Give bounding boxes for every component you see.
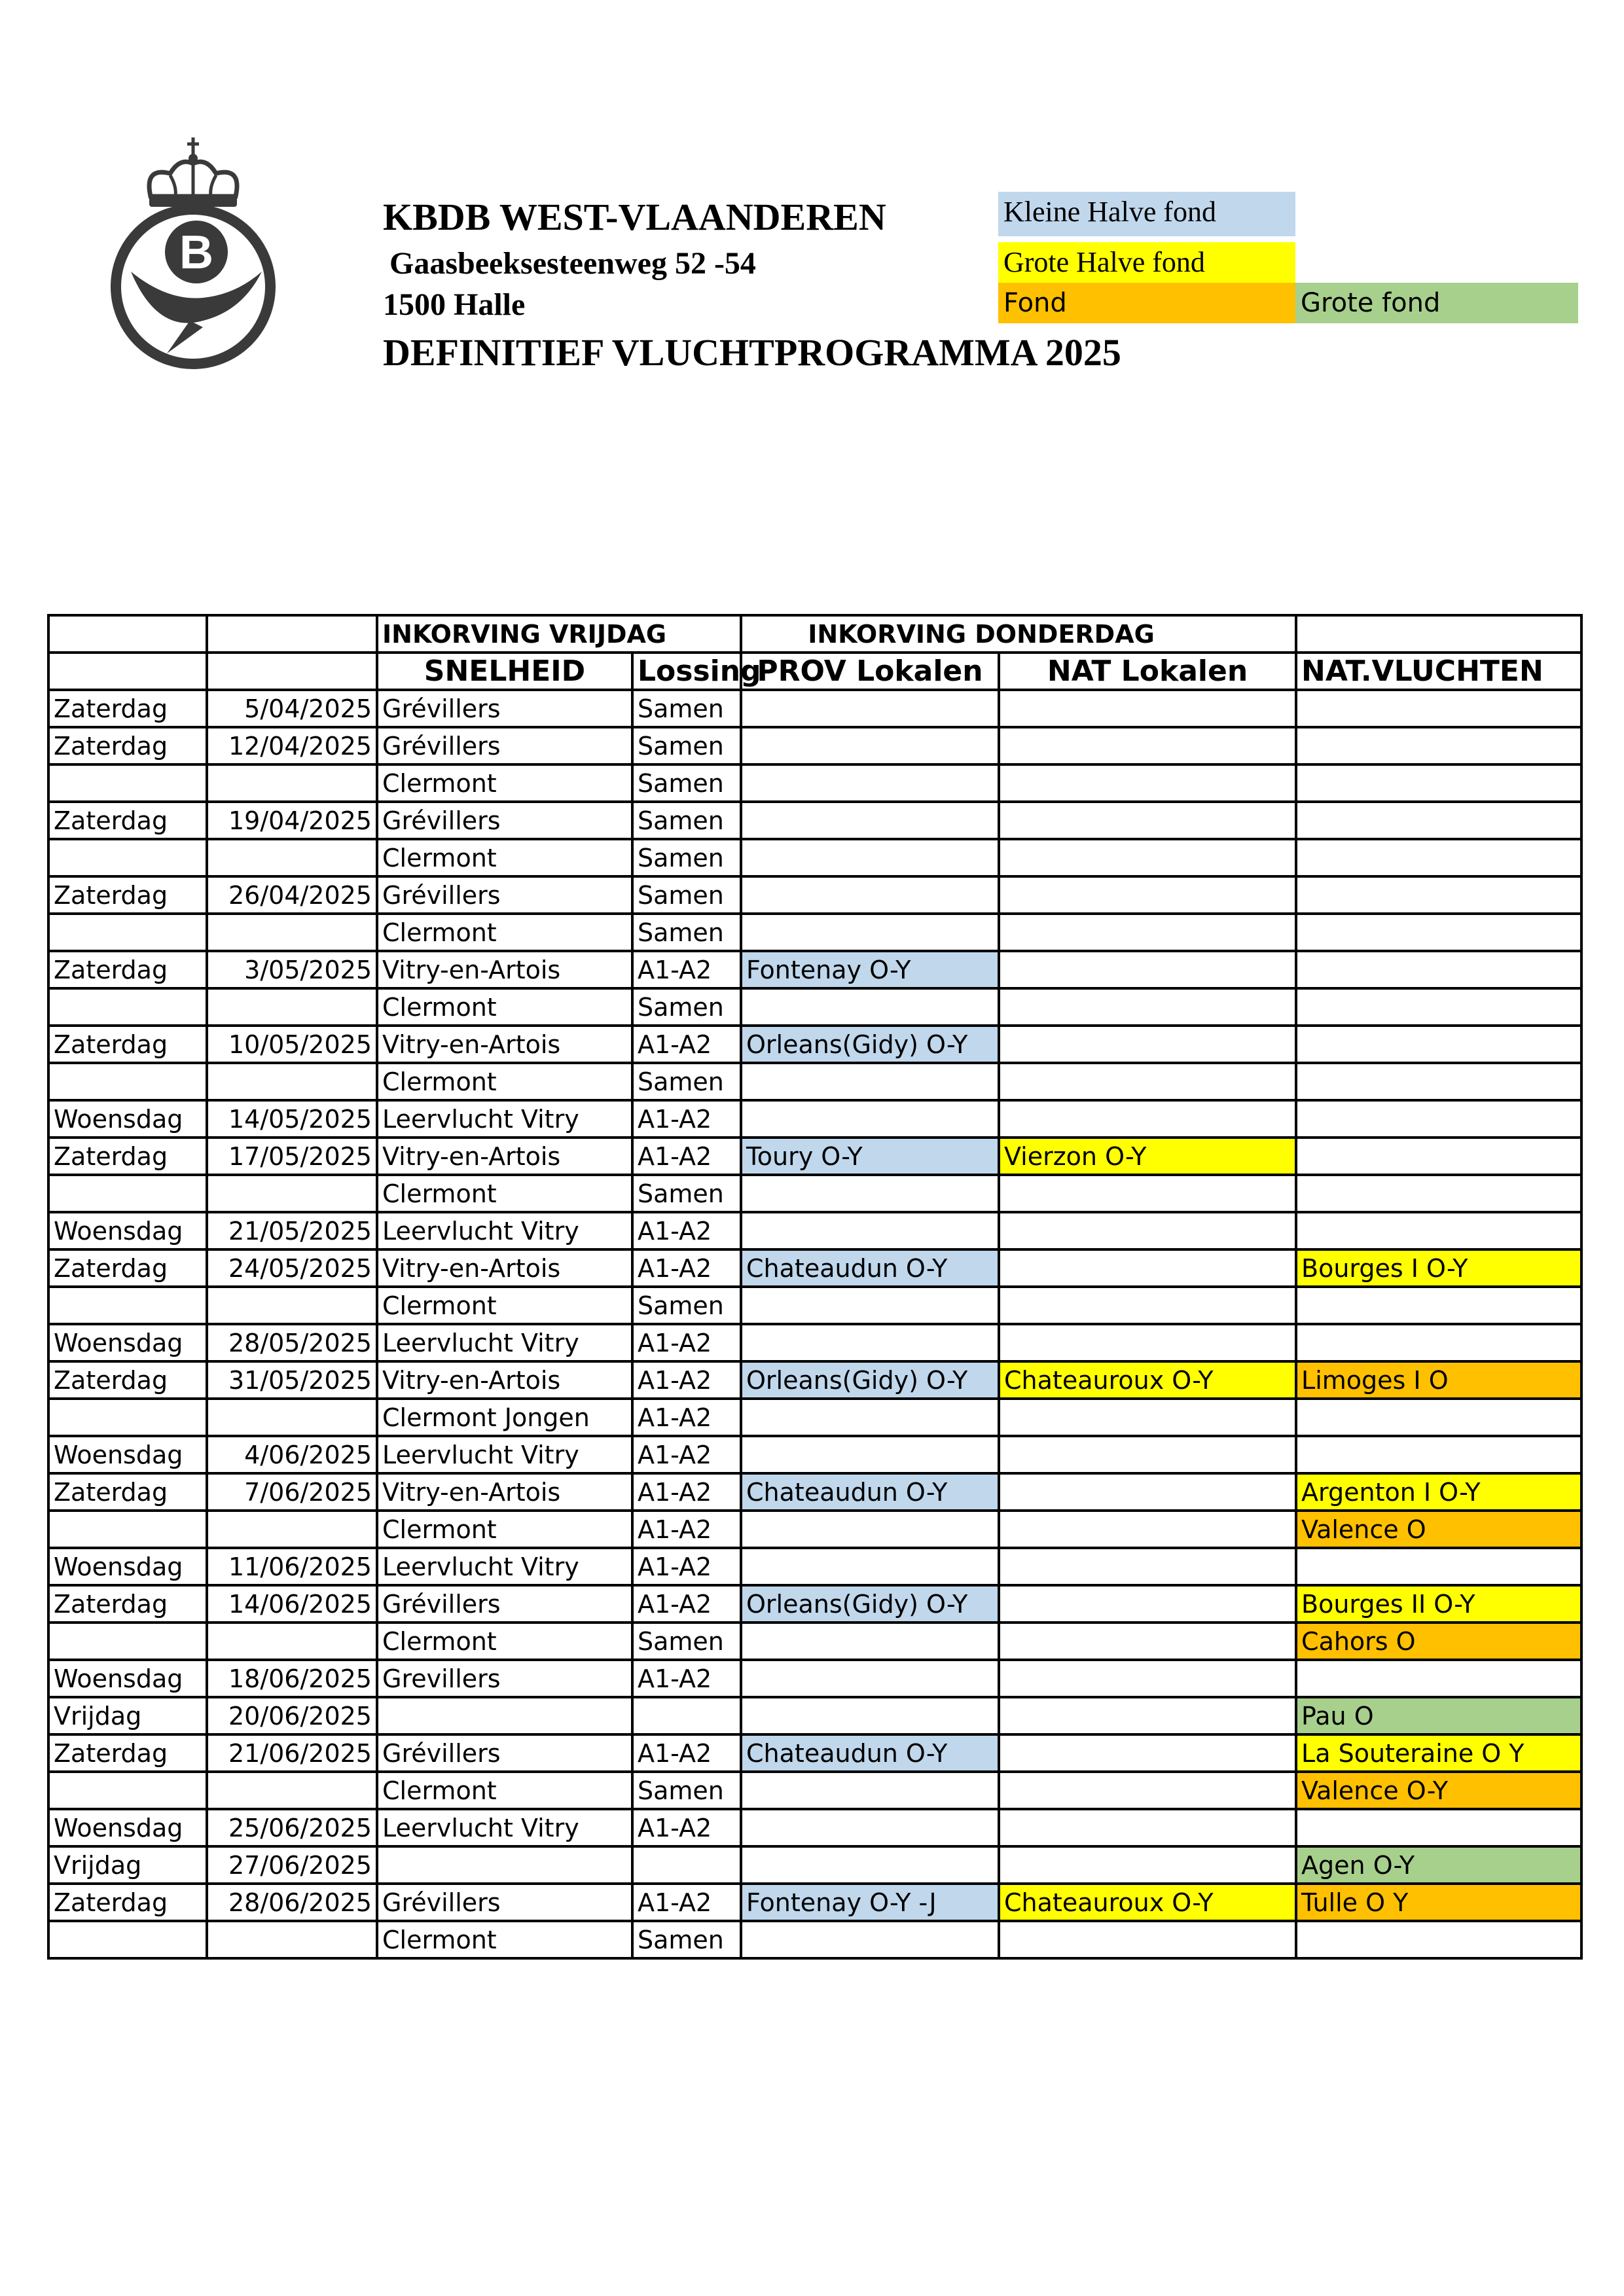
- cell-date: 28/05/2025: [207, 1324, 377, 1361]
- table-row: [48, 1324, 1581, 1361]
- legend-grote-halve-fond: Grote Halve fond: [998, 242, 1295, 283]
- cell-day: Zaterdag: [48, 1473, 207, 1511]
- cell-nat-vluchten: Cahors O: [1296, 1623, 1581, 1660]
- cell-nat-vluchten: [1296, 1212, 1581, 1249]
- table-row: [48, 802, 1581, 839]
- cell-nat-vluchten: Bourges II O-Y: [1296, 1585, 1581, 1623]
- cell-lossing: Samen: [632, 1921, 741, 1958]
- cell-day: [48, 764, 207, 802]
- cell-nat-lokalen: [999, 988, 1296, 1026]
- legend-grote-fond: Grote fond: [1295, 283, 1578, 323]
- table-row: [48, 1921, 1581, 1958]
- table-row: [48, 1249, 1581, 1287]
- table-row: [48, 690, 1581, 727]
- table-row: [48, 1026, 1581, 1063]
- table-row: [48, 1212, 1581, 1249]
- cell-day: Woensdag: [48, 1212, 207, 1249]
- cell-snelheid: Clermont: [377, 1063, 632, 1100]
- cell-snelheid: Clermont: [377, 914, 632, 951]
- cell-lossing: Samen: [632, 727, 741, 764]
- org-city: 1500 Halle: [383, 287, 526, 322]
- cell-nat-vluchten: Argenton I O-Y: [1296, 1473, 1581, 1511]
- table-row: [48, 1361, 1581, 1399]
- cell-lossing: Samen: [632, 1772, 741, 1809]
- cell-prov-lokalen: [741, 802, 999, 839]
- cell-date: 4/06/2025: [207, 1436, 377, 1473]
- cell-nat-vluchten: [1296, 802, 1581, 839]
- table-row: [48, 839, 1581, 876]
- table-row: [48, 1399, 1581, 1436]
- cell-nat-lokalen: [999, 914, 1296, 951]
- table-row: [48, 988, 1581, 1026]
- cell-nat-vluchten: [1296, 1921, 1581, 1958]
- table-row: [48, 1697, 1581, 1734]
- cell-date: 17/05/2025: [207, 1138, 377, 1175]
- org-name: KBDB WEST-VLAANDEREN: [383, 196, 886, 238]
- cell-prov-lokalen: [741, 1697, 999, 1734]
- cell-date: [207, 914, 377, 951]
- cell-nat-vluchten: [1296, 1399, 1581, 1436]
- cell-prov-lokalen: Toury O-Y: [741, 1138, 999, 1175]
- cell-nat-vluchten: Bourges I O-Y: [1296, 1249, 1581, 1287]
- cell-date: 28/06/2025: [207, 1884, 377, 1921]
- cell-prov-lokalen: [741, 1660, 999, 1697]
- kbdb-logo: [105, 137, 281, 367]
- cell-date: [207, 839, 377, 876]
- cell-date: 5/04/2025: [207, 690, 377, 727]
- cell-prov-lokalen: Orleans(Gidy) O-Y: [741, 1361, 999, 1399]
- cell-day: [48, 1623, 207, 1660]
- table-row: [48, 1623, 1581, 1660]
- cell-lossing: A1-A2: [632, 1809, 741, 1846]
- cell-prov-lokalen: [741, 690, 999, 727]
- cell-lossing: [632, 1846, 741, 1884]
- cell-day: [48, 1511, 207, 1548]
- header-prov-lokalen: PROV Lokalen: [741, 653, 999, 690]
- cell-snelheid: Grévillers: [377, 876, 632, 914]
- header-inkorving-vrijdag: INKORVING VRIJDAG: [377, 615, 741, 653]
- cell-lossing: A1-A2: [632, 1212, 741, 1249]
- cell-day: [48, 1399, 207, 1436]
- cell-date: 24/05/2025: [207, 1249, 377, 1287]
- cell-nat-lokalen: [999, 1846, 1296, 1884]
- cell-day: Zaterdag: [48, 1585, 207, 1623]
- cell-prov-lokalen: [741, 1921, 999, 1958]
- cell-date: 14/05/2025: [207, 1100, 377, 1138]
- cell-date: 19/04/2025: [207, 802, 377, 839]
- table-row: [48, 1660, 1581, 1697]
- cell-lossing: Samen: [632, 1623, 741, 1660]
- cell-nat-lokalen: [999, 1697, 1296, 1734]
- cell-prov-lokalen: [741, 727, 999, 764]
- cell-nat-vluchten: [1296, 951, 1581, 988]
- cell-date: 11/06/2025: [207, 1548, 377, 1585]
- cell-nat-lokalen: [999, 690, 1296, 727]
- cell-nat-vluchten: [1296, 1436, 1581, 1473]
- cell-day: Zaterdag: [48, 1249, 207, 1287]
- cell-snelheid: Clermont: [377, 1175, 632, 1212]
- cell-prov-lokalen: [741, 988, 999, 1026]
- svg-text:B: B: [179, 226, 213, 279]
- cell-nat-lokalen: [999, 1623, 1296, 1660]
- header-nat-vluchten: NAT.VLUCHTEN: [1296, 653, 1581, 690]
- cell-snelheid: Leervlucht Vitry: [377, 1548, 632, 1585]
- cell-snelheid: Leervlucht Vitry: [377, 1809, 632, 1846]
- cell-nat-vluchten: [1296, 1548, 1581, 1585]
- cell-snelheid: Vitry-en-Artois: [377, 1026, 632, 1063]
- cell-day: Woensdag: [48, 1100, 207, 1138]
- cell-date: [207, 1623, 377, 1660]
- cell-snelheid: Clermont Jongen: [377, 1399, 632, 1436]
- cell-date: 3/05/2025: [207, 951, 377, 988]
- cell-nat-vluchten: Valence O: [1296, 1511, 1581, 1548]
- cell-day: [48, 1175, 207, 1212]
- cell-date: 21/05/2025: [207, 1212, 377, 1249]
- cell-snelheid: Grévillers: [377, 727, 632, 764]
- cell-lossing: A1-A2: [632, 1249, 741, 1287]
- cell-snelheid: Vitry-en-Artois: [377, 1138, 632, 1175]
- cell-lossing: Samen: [632, 988, 741, 1026]
- cell-prov-lokalen: [741, 1063, 999, 1100]
- cell-snelheid: Grévillers: [377, 802, 632, 839]
- cell-prov-lokalen: [741, 764, 999, 802]
- cell-prov-lokalen: Fontenay O-Y -J: [741, 1884, 999, 1921]
- header-inkorving-donderdag: INKORVING DONDERDAG: [741, 615, 1296, 653]
- header-snelheid: SNELHEID: [377, 653, 632, 690]
- cell-lossing: A1-A2: [632, 1436, 741, 1473]
- header-cell: [48, 615, 207, 653]
- table-row: [48, 1473, 1581, 1511]
- cell-lossing: Samen: [632, 839, 741, 876]
- cell-lossing: A1-A2: [632, 1324, 741, 1361]
- cell-date: 21/06/2025: [207, 1734, 377, 1772]
- cell-nat-vluchten: La Souteraine O Y: [1296, 1734, 1581, 1772]
- cell-snelheid: Clermont: [377, 1511, 632, 1548]
- cell-prov-lokalen: [741, 1436, 999, 1473]
- cell-nat-lokalen: [999, 1921, 1296, 1958]
- cell-prov-lokalen: [741, 876, 999, 914]
- cell-snelheid: Leervlucht Vitry: [377, 1212, 632, 1249]
- cell-date: [207, 1175, 377, 1212]
- cell-snelheid: Vitry-en-Artois: [377, 1473, 632, 1511]
- cell-nat-vluchten: [1296, 690, 1581, 727]
- cell-nat-lokalen: [999, 1249, 1296, 1287]
- cell-lossing: [632, 1697, 741, 1734]
- cell-snelheid: [377, 1697, 632, 1734]
- cell-nat-vluchten: [1296, 914, 1581, 951]
- cell-date: 14/06/2025: [207, 1585, 377, 1623]
- cell-nat-lokalen: [999, 1660, 1296, 1697]
- cell-prov-lokalen: Chateaudun O-Y: [741, 1473, 999, 1511]
- table-row: [48, 1772, 1581, 1809]
- cell-lossing: Samen: [632, 876, 741, 914]
- table-row: [48, 1436, 1581, 1473]
- cell-snelheid: Grévillers: [377, 1734, 632, 1772]
- cell-nat-lokalen: [999, 1100, 1296, 1138]
- table-row: [48, 1100, 1581, 1138]
- cell-nat-vluchten: [1296, 1063, 1581, 1100]
- cell-prov-lokalen: [741, 839, 999, 876]
- cell-lossing: A1-A2: [632, 1399, 741, 1436]
- cell-prov-lokalen: [741, 1623, 999, 1660]
- table-row: [48, 1175, 1581, 1212]
- cell-snelheid: Clermont: [377, 988, 632, 1026]
- cell-lossing: A1-A2: [632, 1361, 741, 1399]
- cell-nat-vluchten: [1296, 876, 1581, 914]
- cell-lossing: A1-A2: [632, 1585, 741, 1623]
- cell-nat-lokalen: [999, 1734, 1296, 1772]
- cell-day: Zaterdag: [48, 1138, 207, 1175]
- cell-prov-lokalen: [741, 1511, 999, 1548]
- cell-snelheid: Clermont: [377, 1287, 632, 1324]
- cell-lossing: Samen: [632, 1063, 741, 1100]
- header-cell: [207, 615, 377, 653]
- cell-snelheid: Clermont: [377, 1921, 632, 1958]
- cell-day: Woensdag: [48, 1324, 207, 1361]
- cell-snelheid: Leervlucht Vitry: [377, 1436, 632, 1473]
- cell-snelheid: Vitry-en-Artois: [377, 1361, 632, 1399]
- cell-prov-lokalen: [741, 1846, 999, 1884]
- cell-date: [207, 1063, 377, 1100]
- cell-day: [48, 1063, 207, 1100]
- cell-lossing: Samen: [632, 1287, 741, 1324]
- cell-nat-vluchten: [1296, 727, 1581, 764]
- cell-lossing: A1-A2: [632, 951, 741, 988]
- table-row: [48, 876, 1581, 914]
- cell-day: Zaterdag: [48, 1734, 207, 1772]
- cell-nat-vluchten: [1296, 1287, 1581, 1324]
- cell-date: [207, 1772, 377, 1809]
- page-title: DEFINITIEF VLUCHTPROGRAMMA 2025: [383, 331, 1121, 374]
- cell-day: Zaterdag: [48, 690, 207, 727]
- table-row: [48, 1548, 1581, 1585]
- flight-program-table: [47, 614, 1583, 1960]
- cell-day: Zaterdag: [48, 1361, 207, 1399]
- table-row: [48, 1287, 1581, 1324]
- cell-nat-vluchten: [1296, 1324, 1581, 1361]
- org-street: Gaasbeeksesteenweg 52 -54: [389, 246, 756, 281]
- cell-prov-lokalen: Chateaudun O-Y: [741, 1734, 999, 1772]
- cell-date: 20/06/2025: [207, 1697, 377, 1734]
- cell-nat-vluchten: [1296, 1138, 1581, 1175]
- cell-lossing: A1-A2: [632, 1138, 741, 1175]
- header-cell: [207, 653, 377, 690]
- cell-nat-lokalen: [999, 1548, 1296, 1585]
- cell-nat-lokalen: [999, 1436, 1296, 1473]
- cell-date: 27/06/2025: [207, 1846, 377, 1884]
- header-cell: [48, 653, 207, 690]
- cell-date: 26/04/2025: [207, 876, 377, 914]
- cell-date: [207, 988, 377, 1026]
- cell-nat-lokalen: [999, 1772, 1296, 1809]
- cell-date: 25/06/2025: [207, 1809, 377, 1846]
- cell-day: [48, 1287, 207, 1324]
- cell-nat-lokalen: [999, 951, 1296, 988]
- header-row-1: [48, 615, 1581, 653]
- cell-nat-lokalen: Chateauroux O-Y: [999, 1884, 1296, 1921]
- cell-day: Vrijdag: [48, 1697, 207, 1734]
- cell-nat-lokalen: [999, 1473, 1296, 1511]
- cell-snelheid: [377, 1846, 632, 1884]
- cell-lossing: A1-A2: [632, 1660, 741, 1697]
- cell-snelheid: Vitry-en-Artois: [377, 951, 632, 988]
- cell-date: [207, 1287, 377, 1324]
- cell-nat-lokalen: [999, 727, 1296, 764]
- cell-nat-vluchten: [1296, 988, 1581, 1026]
- cell-prov-lokalen: [741, 1548, 999, 1585]
- cell-nat-vluchten: Valence O-Y: [1296, 1772, 1581, 1809]
- cell-snelheid: Leervlucht Vitry: [377, 1100, 632, 1138]
- cell-nat-vluchten: [1296, 1809, 1581, 1846]
- cell-day: [48, 1921, 207, 1958]
- header-cell: [1296, 615, 1581, 653]
- table-row: [48, 1846, 1581, 1884]
- cell-nat-lokalen: [999, 1399, 1296, 1436]
- cell-snelheid: Leervlucht Vitry: [377, 1324, 632, 1361]
- cell-day: Zaterdag: [48, 802, 207, 839]
- cell-nat-lokalen: [999, 764, 1296, 802]
- table-row: [48, 727, 1581, 764]
- header-row-2: [48, 653, 1581, 690]
- cell-lossing: A1-A2: [632, 1100, 741, 1138]
- cell-nat-lokalen: [999, 1809, 1296, 1846]
- cell-nat-vluchten: [1296, 839, 1581, 876]
- cell-lossing: Samen: [632, 690, 741, 727]
- cell-date: [207, 1511, 377, 1548]
- cell-lossing: Samen: [632, 764, 741, 802]
- cell-lossing: Samen: [632, 1175, 741, 1212]
- cell-prov-lokalen: [741, 1175, 999, 1212]
- cell-lossing: Samen: [632, 802, 741, 839]
- cell-nat-vluchten: Pau O: [1296, 1697, 1581, 1734]
- cell-day: [48, 914, 207, 951]
- cell-day: Woensdag: [48, 1660, 207, 1697]
- cell-date: 10/05/2025: [207, 1026, 377, 1063]
- cell-nat-lokalen: [999, 876, 1296, 914]
- cell-nat-lokalen: [999, 1324, 1296, 1361]
- header-lossing: Lossing: [632, 653, 741, 690]
- cell-day: Zaterdag: [48, 876, 207, 914]
- cell-day: Zaterdag: [48, 951, 207, 988]
- cell-nat-vluchten: Tulle O Y: [1296, 1884, 1581, 1921]
- cell-day: Zaterdag: [48, 1026, 207, 1063]
- cell-nat-lokalen: [999, 1175, 1296, 1212]
- cell-prov-lokalen: [741, 1772, 999, 1809]
- cell-nat-lokalen: Vierzon O-Y: [999, 1138, 1296, 1175]
- cell-day: [48, 1772, 207, 1809]
- cell-date: [207, 764, 377, 802]
- table-row: [48, 1138, 1581, 1175]
- cell-prov-lokalen: [741, 1212, 999, 1249]
- cell-snelheid: Clermont: [377, 764, 632, 802]
- cell-nat-vluchten: [1296, 1660, 1581, 1697]
- cell-snelheid: Grévillers: [377, 1884, 632, 1921]
- cell-lossing: A1-A2: [632, 1473, 741, 1511]
- cell-date: 7/06/2025: [207, 1473, 377, 1511]
- cell-day: Zaterdag: [48, 727, 207, 764]
- cell-nat-lokalen: [999, 1287, 1296, 1324]
- legend-kleine-halve-fond: Kleine Halve fond: [998, 192, 1295, 236]
- cell-nat-vluchten: [1296, 1175, 1581, 1212]
- table-row: [48, 1884, 1581, 1921]
- cell-nat-lokalen: [999, 802, 1296, 839]
- cell-prov-lokalen: Chateaudun O-Y: [741, 1249, 999, 1287]
- cell-lossing: Samen: [632, 914, 741, 951]
- cell-prov-lokalen: [741, 1809, 999, 1846]
- cell-prov-lokalen: Fontenay O-Y: [741, 951, 999, 988]
- cell-prov-lokalen: Orleans(Gidy) O-Y: [741, 1026, 999, 1063]
- cell-date: [207, 1921, 377, 1958]
- cell-day: Vrijdag: [48, 1846, 207, 1884]
- cell-snelheid: Grévillers: [377, 690, 632, 727]
- cell-snelheid: Clermont: [377, 1772, 632, 1809]
- table-row: [48, 1734, 1581, 1772]
- cell-snelheid: Clermont: [377, 839, 632, 876]
- cell-snelheid: Clermont: [377, 1623, 632, 1660]
- cell-lossing: A1-A2: [632, 1026, 741, 1063]
- cell-nat-vluchten: [1296, 1026, 1581, 1063]
- cell-date: 18/06/2025: [207, 1660, 377, 1697]
- legend-fond: Fond: [998, 283, 1295, 323]
- cell-snelheid: Grévillers: [377, 1585, 632, 1623]
- table-row: [48, 951, 1581, 988]
- cell-date: 12/04/2025: [207, 727, 377, 764]
- cell-nat-lokalen: [999, 1212, 1296, 1249]
- cell-lossing: A1-A2: [632, 1884, 741, 1921]
- header-nat-lokalen: NAT Lokalen: [999, 653, 1296, 690]
- cell-lossing: A1-A2: [632, 1548, 741, 1585]
- cell-nat-lokalen: [999, 839, 1296, 876]
- cell-prov-lokalen: [741, 1399, 999, 1436]
- cell-nat-vluchten: [1296, 1100, 1581, 1138]
- cell-date: 31/05/2025: [207, 1361, 377, 1399]
- table-row: [48, 914, 1581, 951]
- cell-day: [48, 988, 207, 1026]
- cell-nat-vluchten: [1296, 764, 1581, 802]
- table-row: [48, 1585, 1581, 1623]
- cell-nat-lokalen: [999, 1511, 1296, 1548]
- cell-day: Woensdag: [48, 1548, 207, 1585]
- cell-prov-lokalen: Orleans(Gidy) O-Y: [741, 1585, 999, 1623]
- cell-day: Zaterdag: [48, 1884, 207, 1921]
- cell-day: Woensdag: [48, 1436, 207, 1473]
- cell-prov-lokalen: [741, 914, 999, 951]
- table-row: [48, 1063, 1581, 1100]
- table-row: [48, 764, 1581, 802]
- cell-nat-lokalen: [999, 1585, 1296, 1623]
- cell-prov-lokalen: [741, 1100, 999, 1138]
- cell-prov-lokalen: [741, 1324, 999, 1361]
- cell-lossing: A1-A2: [632, 1511, 741, 1548]
- cell-nat-vluchten: Limoges I O: [1296, 1361, 1581, 1399]
- cell-nat-lokalen: [999, 1063, 1296, 1100]
- cell-day: [48, 839, 207, 876]
- cell-day: Woensdag: [48, 1809, 207, 1846]
- table-row: [48, 1809, 1581, 1846]
- cell-nat-lokalen: [999, 1026, 1296, 1063]
- cell-snelheid: Vitry-en-Artois: [377, 1249, 632, 1287]
- cell-snelheid: Grevillers: [377, 1660, 632, 1697]
- cell-nat-vluchten: Agen O-Y: [1296, 1846, 1581, 1884]
- cell-lossing: A1-A2: [632, 1734, 741, 1772]
- cell-prov-lokalen: [741, 1287, 999, 1324]
- cell-date: [207, 1399, 377, 1436]
- cell-nat-lokalen: Chateauroux O-Y: [999, 1361, 1296, 1399]
- table-row: [48, 1511, 1581, 1548]
